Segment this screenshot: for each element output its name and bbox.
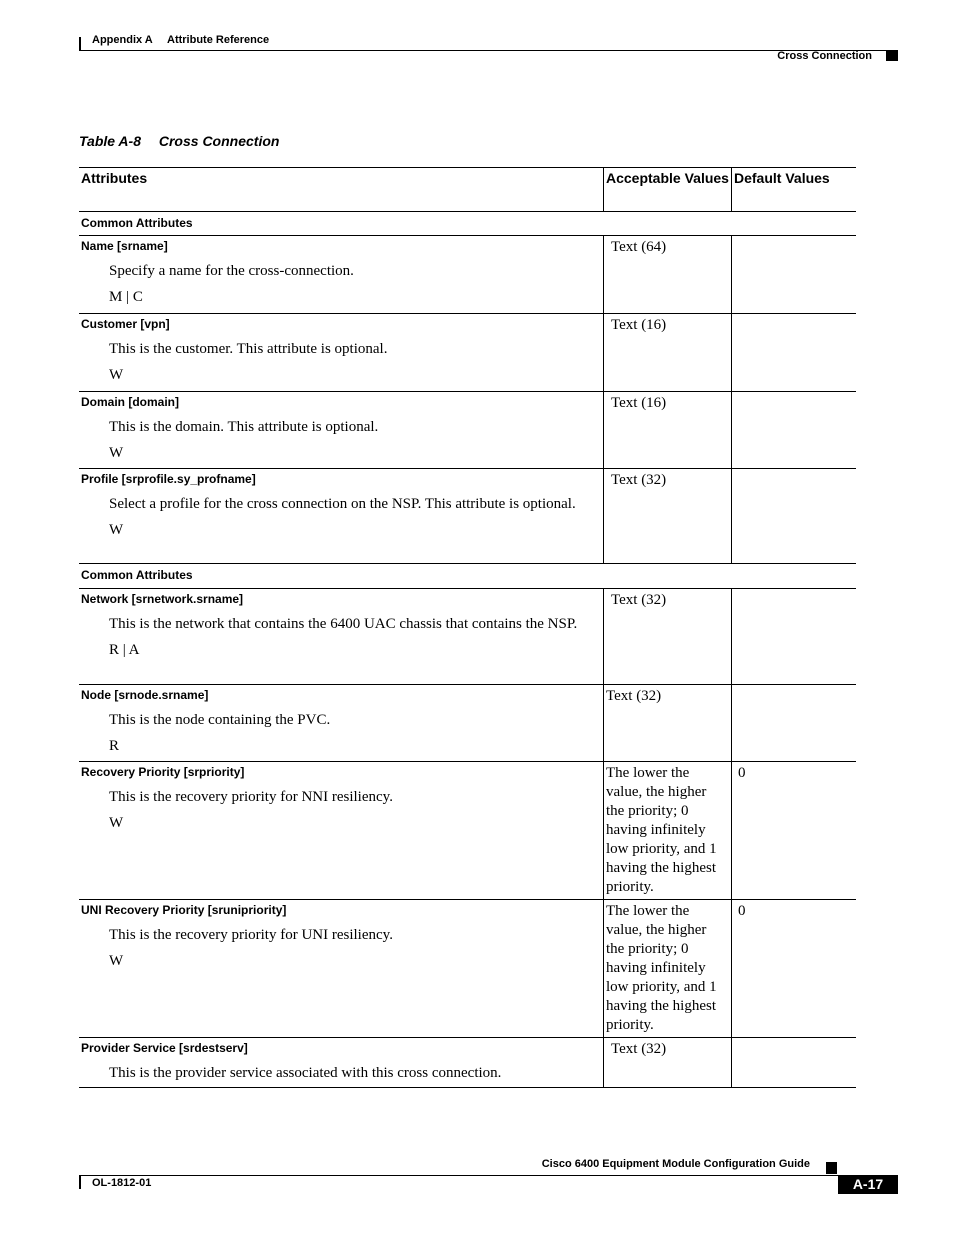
table-row	[79, 313, 856, 391]
attribute-description-block	[109, 615, 589, 660]
attribute-cell	[79, 469, 603, 563]
attribute-description-block	[109, 340, 589, 385]
attribute-name: Profile [srprofile.sy_profname]	[81, 472, 256, 486]
attribute-description-block	[109, 1064, 609, 1083]
attribute-cell	[79, 236, 603, 313]
acceptable-values-cell	[603, 392, 731, 468]
acceptable-value: Text (16)	[611, 395, 667, 411]
attribute-flags: W	[109, 953, 124, 969]
acceptable-value: The lower the value, the higher the priority; 0 having infinitely low priority, and 1 having the highest priority.	[606, 765, 717, 895]
default-value: 0	[738, 765, 746, 781]
header-rule-left	[79, 37, 81, 51]
attribute-cell	[79, 685, 603, 761]
attribute-name: Node [srnode.srname]	[81, 688, 209, 702]
attribute-description: Specify a name for the cross-connection.	[109, 263, 354, 279]
attribute-description: This is the recovery priority for NNI resiliency.	[109, 789, 393, 805]
acceptable-values-cell	[603, 314, 731, 391]
default-value-cell	[731, 314, 857, 391]
attribute-name: Network [srnetwork.srname]	[81, 592, 244, 606]
attribute-name: UNI Recovery Priority [srunipriority]	[81, 903, 287, 917]
attribute-description-block	[109, 926, 589, 971]
acceptable-values-cell	[603, 236, 731, 313]
table-row	[79, 468, 856, 563]
table-row	[79, 1037, 856, 1088]
table-caption	[79, 133, 279, 149]
default-value-cell	[731, 900, 857, 1037]
attribute-flags: W	[109, 445, 124, 461]
attribute-name: Domain [domain]	[81, 395, 179, 409]
footer-guide-title: Cisco 6400 Equipment Module Configuration Guide	[541, 1158, 810, 1170]
table-caption-number: Table A-8	[79, 133, 141, 149]
attribute-cell	[79, 314, 603, 391]
acceptable-value: Text (16)	[611, 317, 667, 333]
section-row	[79, 211, 856, 235]
page-number: A-17	[838, 1175, 898, 1194]
attribute-cell	[79, 1038, 603, 1087]
attribute-flags: W	[109, 522, 124, 538]
acceptable-value: Text (32)	[611, 472, 667, 488]
attribute-description-block	[109, 711, 589, 756]
section-label: Common Attributes	[81, 568, 193, 582]
attribute-name: Recovery Priority [srpriority]	[81, 765, 245, 779]
default-value-cell	[731, 1038, 857, 1087]
acceptable-value: Text (32)	[611, 1041, 667, 1057]
header-section: Cross Connection	[777, 50, 872, 62]
header-rule	[79, 50, 891, 51]
default-value-cell	[731, 685, 857, 761]
attribute-description: This is the recovery priority for UNI resiliency.	[109, 927, 393, 943]
section-row	[79, 563, 856, 588]
table-caption-title: Cross Connection	[158, 133, 280, 149]
attribute-table	[79, 167, 856, 1088]
footer-marker-block	[826, 1162, 837, 1174]
acceptable-value: Text (64)	[611, 239, 667, 255]
attribute-description-block	[109, 262, 589, 307]
attribute-name: Customer [vpn]	[81, 317, 170, 331]
default-value-cell	[731, 469, 857, 563]
footer-rule-left	[79, 1175, 81, 1189]
table-row	[79, 761, 856, 899]
header-appendix: Appendix A	[92, 34, 153, 46]
table-row	[79, 588, 856, 684]
default-value-cell	[731, 236, 857, 313]
attribute-flags: M | C	[109, 289, 143, 305]
attribute-description: This is the network that contains the 6400 UAC chassis that contains the NSP.	[109, 616, 578, 632]
section-label: Common Attributes	[81, 216, 193, 230]
attribute-description: This is the node containing the PVC.	[109, 712, 331, 728]
acceptable-values-cell	[603, 469, 731, 563]
column-header-default-values: Default Values	[731, 168, 861, 211]
attribute-description: This is the provider service associated with this cross connection.	[109, 1065, 502, 1081]
attribute-description: This is the customer. This attribute is optional.	[109, 341, 388, 357]
attribute-cell	[79, 762, 603, 899]
acceptable-values-cell	[603, 762, 731, 899]
attribute-name: Name [srname]	[81, 239, 168, 253]
attribute-description-block	[109, 418, 589, 463]
attribute-description-block	[109, 788, 589, 833]
attribute-cell	[79, 900, 603, 1037]
attribute-description-block	[109, 495, 589, 540]
table-row	[79, 899, 856, 1037]
attribute-cell	[79, 392, 603, 468]
acceptable-value: The lower the value, the higher the priority; 0 having infinitely low priority, and 1 having the highest priority.	[606, 903, 717, 1033]
attribute-flags: R	[109, 738, 120, 754]
acceptable-value: Text (32)	[606, 688, 662, 704]
default-value-cell	[731, 589, 857, 684]
acceptable-values-cell	[603, 1038, 731, 1087]
attribute-description: Select a profile for the cross connection on the NSP. This attribute is optional.	[109, 496, 576, 512]
attribute-flags: W	[109, 815, 124, 831]
footer-rule	[79, 1175, 898, 1176]
acceptable-value: Text (32)	[611, 592, 667, 608]
column-header-acceptable-values: Acceptable Values	[603, 168, 735, 211]
attribute-flags: W	[109, 367, 124, 383]
attribute-description: This is the domain. This attribute is optional.	[109, 419, 379, 435]
attribute-flags: R | A	[109, 642, 140, 658]
default-value-cell	[731, 392, 857, 468]
acceptable-values-cell	[603, 685, 731, 761]
default-value: 0	[738, 903, 746, 919]
column-header-attributes: Attributes	[81, 170, 148, 186]
attribute-cell	[79, 589, 603, 684]
table-row	[79, 391, 856, 468]
acceptable-values-cell	[603, 589, 731, 684]
attribute-name: Provider Service [srdestserv]	[81, 1041, 248, 1055]
header-marker-block	[886, 50, 898, 61]
table-row	[79, 235, 856, 313]
acceptable-values-cell	[603, 900, 731, 1037]
table-header-row	[79, 167, 856, 211]
header-title: Attribute Reference	[167, 34, 270, 46]
table-row	[79, 684, 856, 761]
default-value-cell	[731, 762, 857, 899]
footer-doc-number: OL-1812-01	[92, 1177, 152, 1189]
